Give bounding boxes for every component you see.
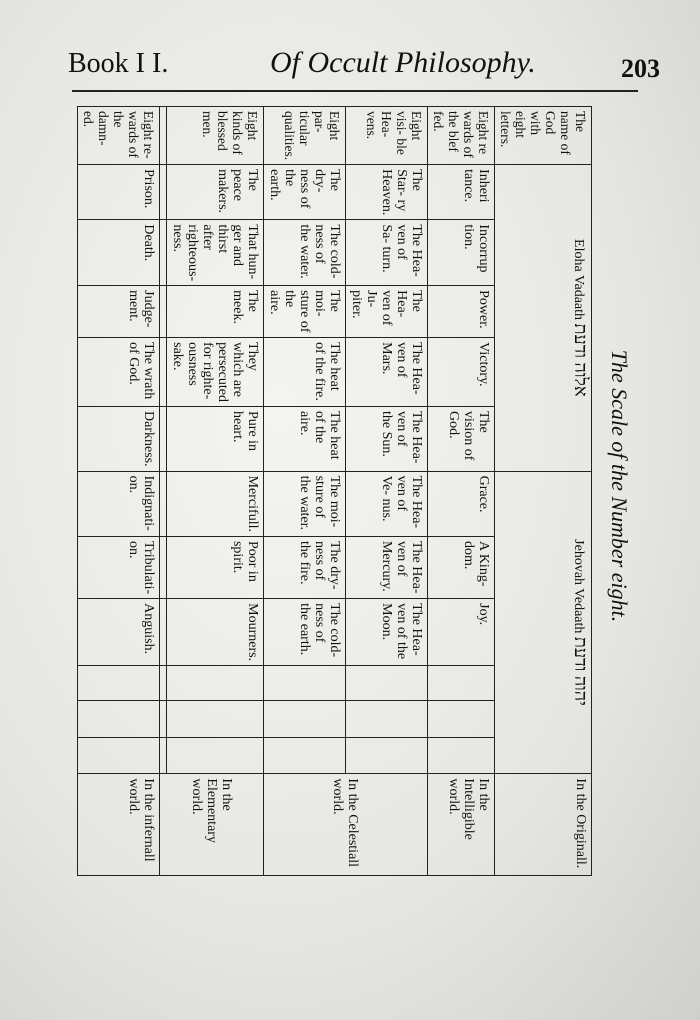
table-cell: Judge- ment. xyxy=(78,286,160,338)
table-cell xyxy=(167,666,264,701)
table-cell xyxy=(346,666,428,701)
table-cell xyxy=(160,700,167,737)
table-cell: The Hea- ven of Mercury. xyxy=(346,536,428,598)
scale-table xyxy=(77,106,592,876)
table-cell: Victory. xyxy=(428,338,495,407)
table-cell: Poor in spirit. xyxy=(167,536,264,598)
table-cell xyxy=(78,737,160,774)
table-row xyxy=(495,107,592,876)
jehovah-hebrew: יהוה ודעת xyxy=(571,636,591,706)
table-cell xyxy=(160,666,167,701)
table-cell: Prison. xyxy=(78,165,160,220)
table-cell: The moi- sture of the aire. xyxy=(264,286,346,338)
table-cell xyxy=(428,700,495,737)
table-cell: Inheri tance. xyxy=(428,165,495,220)
eloha-hebrew: אלוה ודעת xyxy=(571,323,591,397)
table-cell: The Hea- ven of the Moon. xyxy=(346,599,428,666)
table-cell xyxy=(167,737,264,774)
row-label: Eight re wards of the blef fed. xyxy=(428,107,495,165)
world-cell: In the Intelligible world. xyxy=(428,774,495,876)
table-cell: Joy. xyxy=(428,599,495,666)
page-header xyxy=(60,40,660,90)
table-row xyxy=(160,107,167,876)
table-cell xyxy=(428,737,495,774)
table-cell: The peace makers. xyxy=(167,165,264,220)
table-cell xyxy=(160,471,167,536)
table-row xyxy=(167,107,264,876)
table-cell: The meek. xyxy=(167,286,264,338)
table-cell xyxy=(78,700,160,737)
table-cell: The cold- ness of the earth. xyxy=(264,599,346,666)
page-number: 203 xyxy=(621,54,660,83)
table-cell xyxy=(264,700,346,737)
table-cell xyxy=(346,700,428,737)
table-cell: The cold- ness of the water. xyxy=(264,220,346,286)
world-cell: In the infernall world. xyxy=(78,774,160,876)
running-title: Of Occult Philosophy. xyxy=(270,46,536,79)
header-rule xyxy=(72,90,638,92)
row-label: Eight par- ticular qualities. xyxy=(264,107,346,165)
table-cell xyxy=(160,220,167,286)
table-cell: Pure in heart. xyxy=(167,407,264,472)
table-cell: The heat of the fire. xyxy=(264,338,346,407)
row-label xyxy=(160,107,167,165)
table-cell xyxy=(264,737,346,774)
table-cell: The wrath of God. xyxy=(78,338,160,407)
table-cell xyxy=(160,338,167,407)
table-cell: Power. xyxy=(428,286,495,338)
table-cell xyxy=(78,666,160,701)
table-cell: Indignati- on. xyxy=(78,471,160,536)
table-cell xyxy=(160,407,167,472)
table-cell xyxy=(167,700,264,737)
name-jehovah-cell xyxy=(495,471,592,774)
table-row xyxy=(428,107,495,876)
book-label: Book I I. xyxy=(68,48,169,79)
table-cell: The moi- sture of the water. xyxy=(264,471,346,536)
table-cell xyxy=(264,666,346,701)
table-cell: The Hea- ven of the Sun. xyxy=(346,407,428,472)
table-cell: Mercifull. xyxy=(167,471,264,536)
table-cell: That hun- ger and thirst after righteous- ness. xyxy=(167,220,264,286)
table-cell: The dry- ness of the earth. xyxy=(264,165,346,220)
row-label: Eight visi- ble Hea- vens. xyxy=(346,107,428,165)
table-cell: Tribulati- on. xyxy=(78,536,160,598)
table-row xyxy=(78,107,160,876)
world-cell: In the Elementary world. xyxy=(160,774,264,876)
jehovah-name: Jehovah Vedaath xyxy=(571,539,586,634)
table-cell: Death. xyxy=(78,220,160,286)
table-cell xyxy=(428,666,495,701)
table-cell: The Hea- ven of Sa- turn. xyxy=(346,220,428,286)
scale-title: The Scale of the Number eight. xyxy=(607,349,632,623)
table-cell: The dry- ness of the fire. xyxy=(264,536,346,598)
table-cell: Grace. xyxy=(428,471,495,536)
row-label: Eight re- wards of the damn- ed. xyxy=(78,107,160,165)
table-cell: The Hea- ven of Ve- nus. xyxy=(346,471,428,536)
table-cell: Incorrup tion. xyxy=(428,220,495,286)
table-cell: The vision of God. xyxy=(428,407,495,472)
row-label: Eight kinds of blessed men. xyxy=(167,107,264,165)
table-cell xyxy=(160,737,167,774)
table-cell: A King- dom. xyxy=(428,536,495,598)
names-label-cell: The name of God with eight letters. xyxy=(495,107,592,165)
table-cell xyxy=(160,286,167,338)
table-cell: Anguish. xyxy=(78,599,160,666)
table-cell xyxy=(160,536,167,598)
name-eloha-cell xyxy=(495,165,592,472)
table-cell: The heat of the aire. xyxy=(264,407,346,472)
table-cell xyxy=(346,737,428,774)
table-row xyxy=(346,107,428,876)
table-cell: The Hea- ven of Ju- piter. xyxy=(346,286,428,338)
rotated-table-block xyxy=(81,96,640,876)
table-row xyxy=(264,107,346,876)
world-cell: In the Originall. xyxy=(495,774,592,876)
table-cell: Mourners. xyxy=(167,599,264,666)
table-cell: Darkness. xyxy=(78,407,160,472)
table-cell: They which are persecuted for righte- ousness sake. xyxy=(167,338,264,407)
eloha-name: Eloha Vadaath xyxy=(571,239,586,321)
table-cell: The Star- ry Heaven. xyxy=(346,165,428,220)
world-cell: In the Celestiall world. xyxy=(264,774,428,876)
table-cell: The Hea- ven of Mars. xyxy=(346,338,428,407)
table-cell xyxy=(160,165,167,220)
table-cell xyxy=(160,599,167,666)
